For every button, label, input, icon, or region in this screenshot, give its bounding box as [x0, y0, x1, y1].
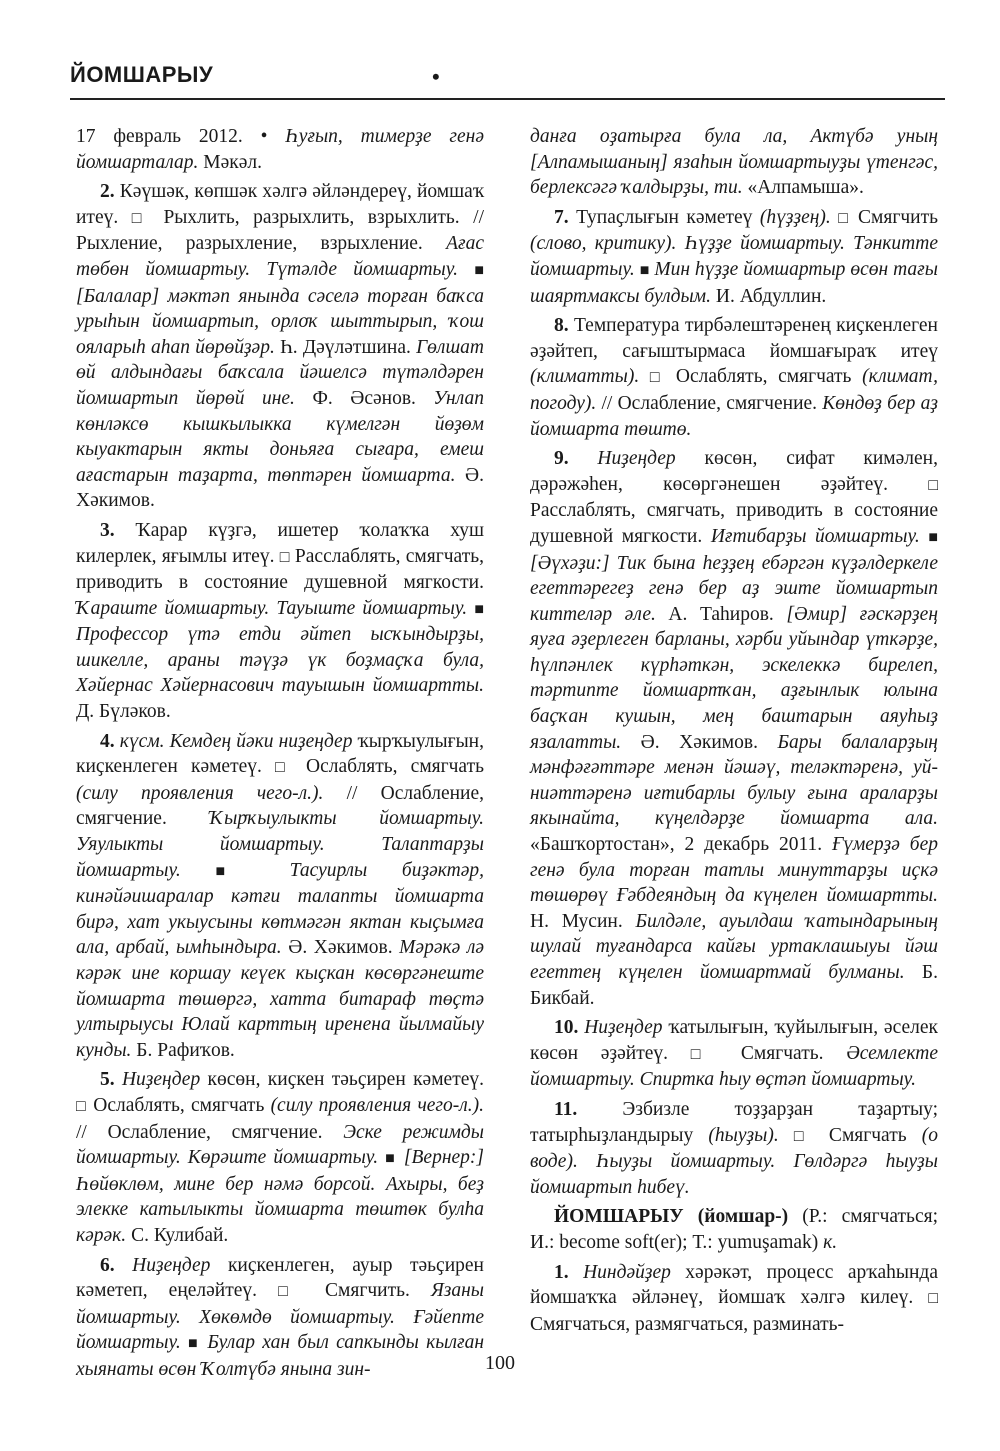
definition-italic: Ниҙеңдер [114, 1254, 211, 1276]
russian-marker-icon: □ [928, 1290, 938, 1308]
example: Көндөҙ бер аҙ йомшарта төштө. [530, 392, 938, 440]
example: [Балалар] мәктәп янында сәселә торған баҡса урыһын йомшартып, орлоҡ шыттырып, ҡош ояларыһ аһап йөрөйҙәр. [76, 285, 484, 358]
left-column [76, 124, 484, 1387]
example-marker-icon: ■ [385, 1150, 397, 1168]
russian-equivalent: // Ослабление, смягчение. [596, 392, 823, 414]
text: 17 февраль 2012. [76, 126, 261, 147]
example: Гөлшат өй алдындағы баҡсала йәшелсә түтәлдәрен йомшартып йөрөй ине. [76, 336, 484, 409]
definition: ҡатылығын, ҡуйылығын, әселек көсөн әҙәйтеү. [530, 1017, 938, 1064]
paragraph-continuation [76, 124, 484, 175]
russian-equivalent: Смягчаться, размягчаться, разминать- [530, 1313, 845, 1335]
russian-equivalent: Ослаблять, смягчать [665, 366, 863, 388]
example: Бары балаларҙың мәнфәғәттәре менән йәшәү, теләктәренә, уй-ниәттәренә иғтибарлы булыу ғына араларҙы якынайта, күңелдәрҙе йомшарта ала. [530, 731, 938, 830]
example: Һуғып, тимерҙе генә йомшарталар. [76, 126, 485, 173]
example: Ғүмерҙә бер генә була торған татлы минуттарҙы иҫкә төшөрөү Ғәбдеяндың да күңелен йомшартты. [530, 834, 939, 907]
russian-equivalent: Смягчить [850, 206, 938, 228]
sense-11 [530, 1097, 938, 1200]
sense-5 [76, 1067, 484, 1248]
russian-equivalent: Смягчить. [303, 1280, 431, 1302]
source: Н. Мусин. [530, 910, 636, 932]
russian-marker-icon: □ [649, 369, 666, 387]
bullet-icon: • [260, 126, 286, 147]
sense-number: 8. [554, 315, 569, 337]
example-marker-icon: ■ [474, 261, 484, 279]
example: Иғтибарҙы йомшартыу. [710, 525, 929, 547]
russian-marker-icon: □ [275, 759, 293, 777]
example: [Әмир] ғәскәрҙең яуға әҙерлеген барланы, хәрби уйындар үткәрҙе, һүлпәнлек күрһәткән, эскелеккә бирелеп, тәртипте йомшартҡан, аҙғынлык юлына баҫҡан кушын, мең баштарын аяуһыҙ язалатты. [530, 603, 938, 753]
russian-marker-icon: □ [76, 1097, 88, 1115]
sense-8 [530, 313, 938, 442]
russian-marker-icon: □ [928, 476, 938, 494]
example-marker-icon: ■ [215, 862, 255, 880]
example: [Вернер:] Һөйөклөм, мине бер нәмә борсой. Ахыры, беҙ элекке катылыкты йомшарта төштөк булһа кәрәк. [76, 1147, 484, 1246]
definition: ҡырҡыулығын, киҫкенлеген кәметеү. [76, 730, 484, 778]
entry-sense-1 [530, 1260, 938, 1338]
example: Ағас төбөн йомшартыу. Түтәлде йомшартыу. [76, 233, 484, 280]
example: Әсемлекте йомшартыу. Спиртка һыу өҫтәп йомшартыу. [530, 1042, 938, 1091]
definition-italic: Ниҙеңдер [578, 1017, 663, 1039]
sense-10 [530, 1015, 938, 1093]
definition-italic: (һыуҙы). [708, 1124, 779, 1146]
source: «Алпамыша». [742, 177, 864, 199]
header-rule [70, 98, 945, 100]
usage-tag: күсм. [114, 730, 165, 752]
part-of-speech: к. [823, 1231, 838, 1253]
sense-number: 9. [554, 448, 569, 470]
sense-number: 5. [100, 1069, 115, 1091]
russian-equivalent: Смягчать. [718, 1042, 847, 1064]
example: Булар хан был сапкынды кылған хыянаты өсөн Ҡолтүбә янына зин- [76, 1332, 484, 1380]
definition: хәрәкәт, процесс арҡаһында йомшаҡҡа әйләнеү, йомшаҡ хәлгә килеү. [530, 1261, 938, 1309]
russian-note: (силу проявления чего-л.). [270, 1094, 485, 1116]
definition: Ҡарар күҙгә, ишетер ҡолаҡҡа хуш килерлек, яғымлы итеү. [76, 519, 484, 567]
definition-italic: Ниҙеңдер [114, 1069, 201, 1091]
definition: Кәүшәк, көпшәк хәлгә әйләндереү, йомшаҡ итеү. [76, 181, 484, 228]
russian-equivalent: Ослаблять, смягчать [292, 756, 484, 778]
russian-equivalent: Расслаблять, смягчать, приводить в состояние душевной мягкости. [76, 545, 484, 594]
russian-note: (о воде). [530, 1124, 939, 1173]
definition: киҫкенлеген, ауыр тәьҫирен кәметеп, еңеләйтеү. [76, 1254, 484, 1302]
example: Билдәле, ауылдаш ҡатындарының шулай туғандарса кайғы уртаклашыуы йәш егеттең күңелен йомшартмай булманы. [530, 910, 939, 983]
page-number: 100 [485, 1352, 515, 1374]
sense-2 [76, 179, 484, 514]
entry-headword-block [530, 1204, 938, 1255]
source: Д. Бүләков. [76, 701, 171, 723]
sense-7 [530, 205, 938, 309]
source: Ә. Хәкимов. [281, 937, 400, 959]
example: Мин һүҙҙе йомшартыр өсөн тағы шаяртмаксы булдым. [530, 258, 938, 307]
sense-number: 2. [100, 181, 115, 203]
russian-note: (слово, критику). [530, 233, 677, 255]
paragraph-continuation [530, 124, 938, 201]
running-header-title: ЙОМШАРЫУ [70, 62, 214, 87]
sense-number: 1. [554, 1261, 569, 1283]
source: Б. Бикбай. [530, 962, 939, 1009]
source: Мәкәл. [198, 151, 262, 173]
source: И. Абдуллин. [711, 285, 827, 307]
definition-italic: (һүҙҙең). [759, 206, 831, 228]
definition-italic: Кемдең йәки ниҙеңдер [164, 730, 353, 752]
example: Эске режимды йомшартыу. Көрәште йомшартыу. [76, 1121, 484, 1169]
russian-marker-icon: □ [279, 548, 290, 566]
example: [Әүхәҙи:] Тик бына һеҙҙең ебәргән күҙәлдеркеле егеттәрегеҙ генә бер аҙ эште йомшартып киттеләр әле. [530, 552, 938, 625]
sense-number: 11. [554, 1098, 578, 1120]
example: Һыуҙы йомшартыу. Гөлдәргә һыуҙы йомшартып һибеү. [530, 1151, 938, 1198]
example: Язаны йомшартыу. Хөкөмдө йомшартыу. Ғәйепте йомшартыу. [76, 1280, 484, 1354]
russian-marker-icon: □ [838, 209, 851, 227]
definition: Эзбизле тоҙҙарҙан таҙартыу; татырһыҙландырыу [530, 1098, 938, 1146]
example-marker-icon: ■ [639, 261, 650, 279]
source: Ә. Хәкимов. [621, 731, 778, 753]
russian-note: (силу проявления чего-л.). [76, 782, 324, 804]
russian-equivalent: Ослаблять, смягчать [87, 1094, 271, 1116]
sense-number: 7. [554, 206, 569, 228]
example: Һүҙҙе йомшартыу. Тәнкитте йомшартыу. [530, 233, 938, 280]
definition-italic: (климатты). [530, 366, 640, 388]
sense-number: 3. [100, 519, 115, 541]
sense-number: 6. [100, 1254, 115, 1276]
definition-italic: Ниндәйҙер [568, 1261, 671, 1283]
definition-italic: Ниҙеңдер [568, 448, 676, 470]
example: Тасуирлы биҙәктәр, кинәйәишаралар кәтғи талапты йомшарта бирә, хат укыусыны көтмәгән яктан кыҫымға ала, арбай, ымһындыра. [76, 859, 484, 959]
source: С. Кулибай. [126, 1224, 229, 1246]
sense-4 [76, 729, 484, 1064]
source: «Башҡортостан», 2 декабрь 2011. [530, 834, 832, 856]
sense-3 [76, 518, 484, 725]
entry-headword: ЙОМШАРЫУ [554, 1206, 684, 1228]
russian-equivalent: Смягчать [813, 1124, 922, 1146]
russian-note: (климат, погоду). [530, 366, 938, 414]
example: Ҡараште йомшартыу. Тауыште йомшартыу. [76, 597, 475, 619]
sense-number: 4. [100, 730, 115, 752]
entry-stem: (йомшар-) [683, 1206, 789, 1228]
example: Унлап көнләксө кышкылыкка күмелгән йөҙөм кыуактарын якты доньяға сығара, емеш ағастарын таҙарта, төптәрен йомшарта. [76, 387, 484, 486]
russian-equivalent: Расслаблять, смягчать, приводить в состояние душевной мягкости. [530, 500, 938, 547]
russian-marker-icon: □ [131, 209, 150, 227]
russian-equivalent: Рыхлить, разрыхлить, взрыхлить. // Рыхление, разрыхление, взрыхление. [76, 206, 484, 255]
example: Профессор үтә етди әйтеп ысҡындырҙы, шикелле, араны тәүҙә үк боҙмаҫҡа була, Хәйернас Хәйернасович тауышын йомшартты. [76, 624, 484, 697]
source: Һ. Дәүләтшина. [274, 336, 417, 358]
entry-equivalents: (Р.: смягчаться; И.: become soft(er); Т.: yumuşamak) [530, 1206, 938, 1253]
russian-equivalent: // Ослабление, смягчение. [76, 782, 485, 830]
definition: көсөн, сифат кимәлен, дәрәжәһен, көсөргәнешен әҙәйтеү. [530, 448, 938, 495]
example-marker-icon: ■ [474, 600, 484, 618]
russian-marker-icon: □ [793, 1127, 814, 1145]
example: Мәрәкә лә кәрәк ине коршау кеүек кыҫкан көсөргәнеште йомшарта төшөргә, хатта битараф төҫтә ултырыусы Юлай карттың иренена йылмайыу кунды. [76, 937, 484, 1061]
example: Ҡырҡыулыкты йомшартыу. Уяулыкты йомшартыу. Талаптарҙы йомшартыу. [76, 808, 485, 881]
sense-number: 10. [554, 1017, 579, 1039]
right-column [530, 124, 938, 1341]
header-bullet-icon: • [432, 64, 440, 89]
source: Ә. Хәкимов. [76, 464, 484, 512]
sense-9 [530, 446, 938, 1011]
definition: Температура тирбәлештәренең киҫкенлеген әҙәйтеп, сағыштырмаса йомшағыраҡ итеү [530, 315, 938, 362]
source: А. Таһиров. [655, 603, 787, 625]
russian-equivalent: // Ослабление, смягчение. [76, 1121, 344, 1143]
example-marker-icon: ■ [928, 528, 939, 546]
example-marker-icon: ■ [188, 1335, 201, 1353]
russian-marker-icon: □ [690, 1045, 719, 1063]
source: Ф. Әсәнов. [294, 387, 434, 409]
example: данға оҙатырға була ла, Актүбә уның [Алпамышаның] язаһын йомшартыуҙы үтенгәс, берлексәгә ҡалдырҙы, ти. [530, 126, 938, 199]
definition: Тупаҫлығын кәметеү [568, 206, 760, 228]
source: Б. Рафиҡов. [131, 1039, 235, 1061]
definition: көсөн, киҫкен тәьҫирен кәметеү. [200, 1069, 484, 1091]
russian-marker-icon: □ [278, 1283, 304, 1301]
